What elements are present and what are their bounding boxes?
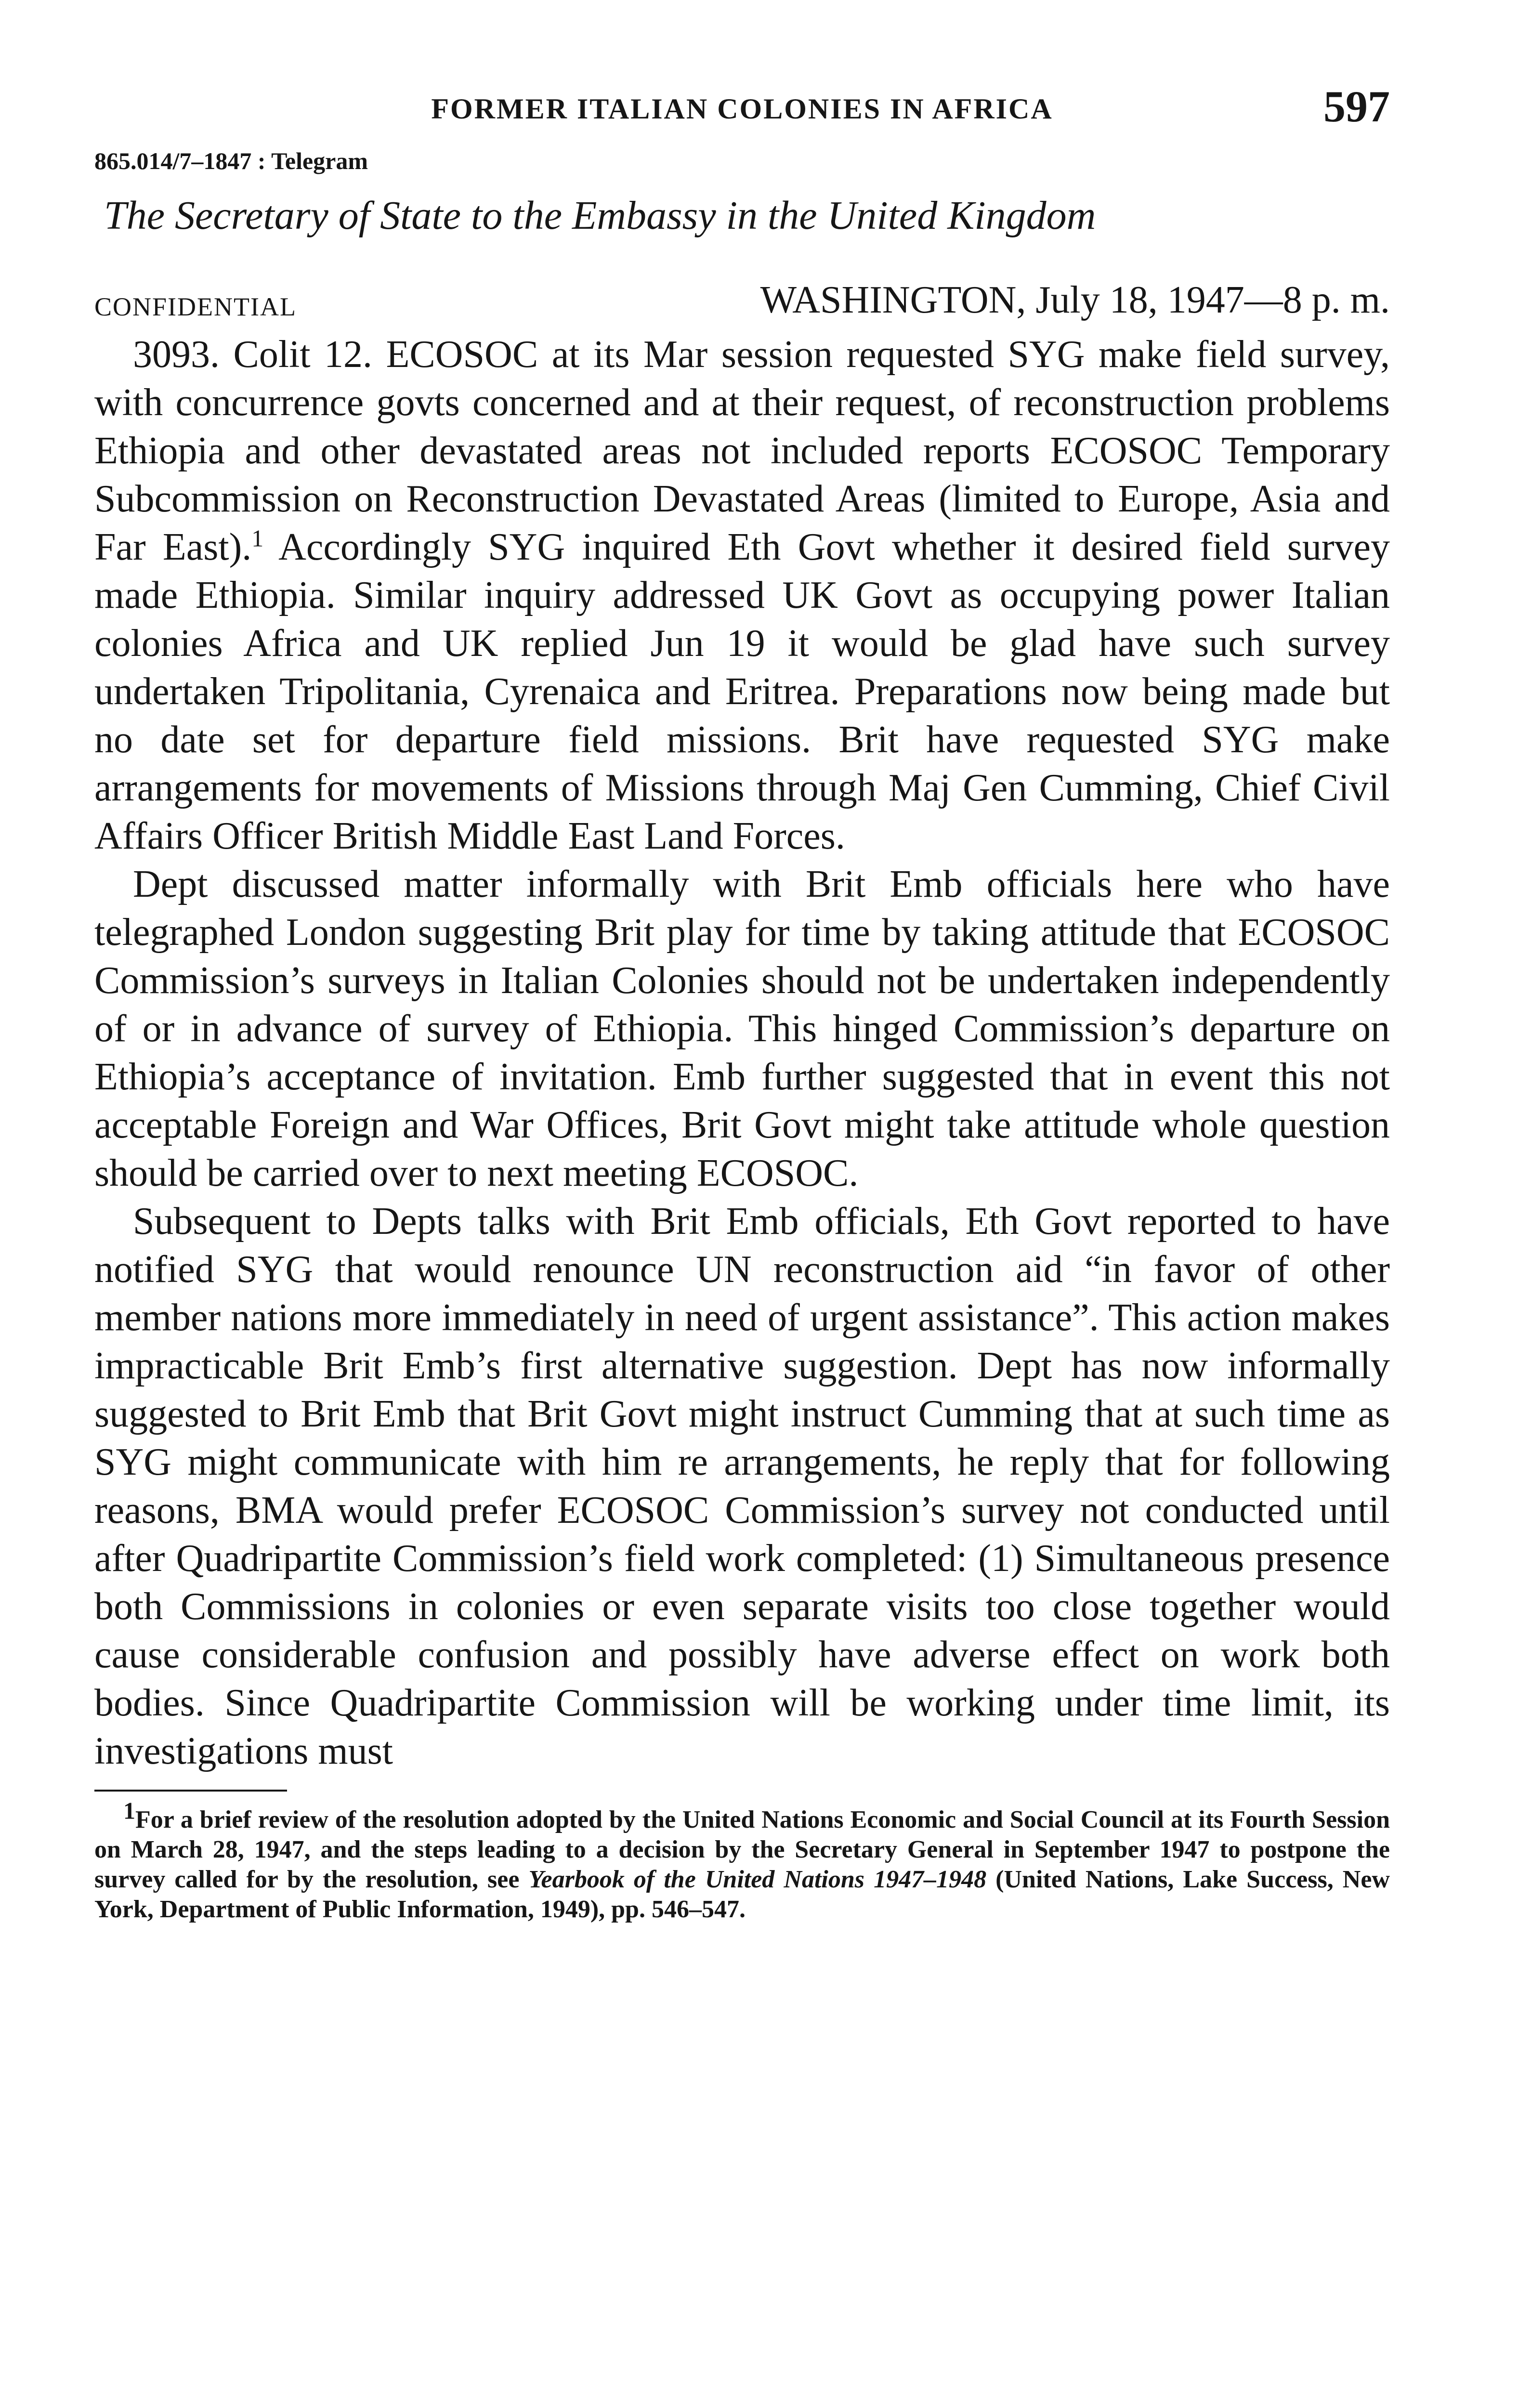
footnote-divider — [94, 1790, 287, 1792]
footnote-reference: 1 — [251, 524, 264, 552]
telegram-body — [94, 330, 1390, 1775]
document-page — [94, 72, 1390, 1924]
footnote-text-a: For a brief review of the resolution adopted by the United Nations Economic and Social Council at its Fourth Session on March 28, 1947, and the steps leading to a decision by the Secretary General in September 1947 to postpone the survey called for by the resolution, see — [94, 1806, 1390, 1893]
paragraph-1 — [94, 330, 1390, 860]
document-title: The Secretary of State to the Embassy in the United Kingdom — [104, 193, 1096, 238]
running-head — [94, 72, 1390, 131]
page-number: 597 — [1323, 82, 1390, 131]
paragraph-2: Dept discussed matter informally with Brit Emb officials here who have telegraphed London suggesting Brit play for time by taking attitude that ECOSOC Commission’s surveys in Italian Colonies should not be undertaken independently of or in advance of survey of Ethiopia. This hinged Commission’s departure on Ethiopia’s acceptance of invitation. Emb further suggested that in event this not acceptable Foreign and War Offices, Brit Govt might take attitude whole question should be carried over to next meeting ECOSOC. — [94, 863, 1390, 1194]
classification-label: CONFIDENTIAL — [94, 292, 297, 321]
dateline — [94, 278, 1390, 327]
running-title: FORMER ITALIAN COLONIES IN AFRICA — [431, 93, 1053, 125]
footnote-mark: 1 — [123, 1797, 135, 1824]
footnote-text-b: (United Nations, Lake Success, New York, Department of Public Information, 1949), pp. 546–547. — [94, 1866, 1390, 1923]
paragraph-1-text-b: Accordingly SYG inquired Eth Govt whether it desired field survey made Ethiopia. Similar inquiry addressed UK Govt as occupying power Italian colonies Africa and UK replied Jun 19 it would be glad have such survey undertaken Tripolitania, Cyrenaica and Eritrea. Preparations now being made but no date set for departure field missions. Brit have requested SYG make arrangements for movements of Missions through Maj Gen Cumming, Chief Civil Affairs Officer British Middle East Land Forces. — [94, 526, 1390, 857]
footnote — [94, 1797, 1390, 1924]
paragraph-1-text-a: 3093. Colit 12. ECOSOC at its Mar session requested SYG make field survey, with concurrence govts concerned and at their request, of reconstruction problems Ethiopia and other devastated areas not included reports ECOSOC Temporary Subcommission on Reconstruction Devastated Areas (limited to Europe, Asia and Far East). — [94, 333, 1390, 568]
paragraph-3: Subsequent to Depts talks with Brit Emb officials, Eth Govt reported to have notified SYG that would renounce UN reconstruction aid “in favor of other member nations more immediately in need of urgent assistance”. This action makes impracticable Brit Emb’s first alternative suggestion. Dept has now informally suggested to Brit Emb that Brit Govt might instruct Cumming that at such time as SYG might communicate with him re arrangements, he reply that for following reasons, BMA would prefer ECOSOC Commission’s survey not conducted until after Quadripartite Commission’s field work completed: (1) Simultaneous presence both Commissions in colonies or even separate visits too close together would cause considerable confusion and possibly have adverse effect on work both bodies. Since Quadripartite Commission will be working under time limit, its investigations must — [94, 1200, 1390, 1772]
footnote-publication-title: Yearbook of the United Nations 1947–1948 — [528, 1866, 987, 1893]
file-reference: 865.014/7–1847 : Telegram — [94, 147, 368, 174]
place-date: WASHINGTON, July 18, 1947—8 p. m. — [760, 279, 1390, 321]
